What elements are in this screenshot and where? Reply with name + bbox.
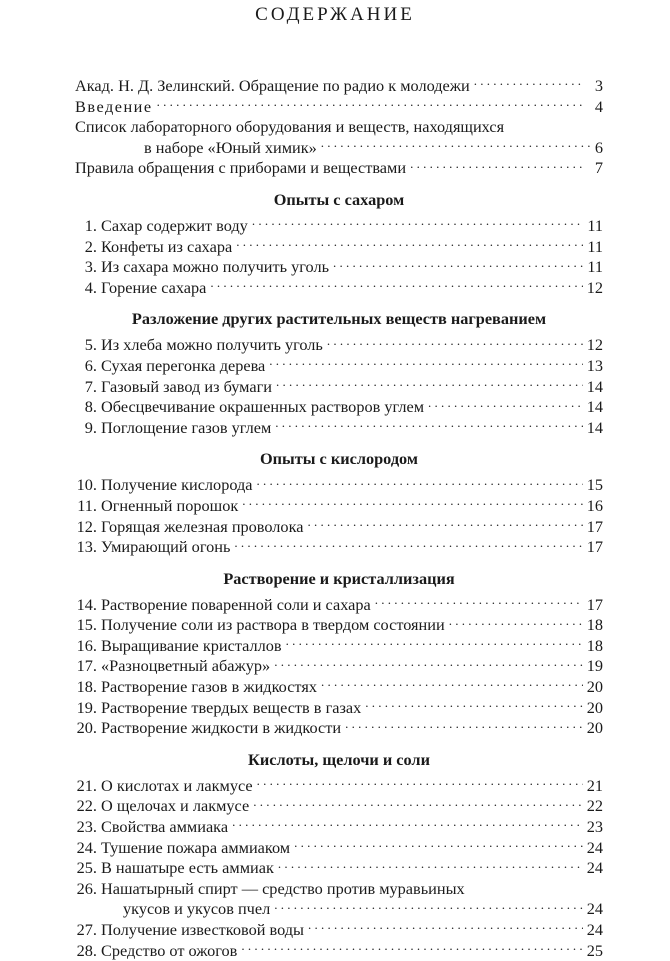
dot-leader <box>449 616 583 630</box>
dot-leader <box>375 596 583 610</box>
dot-leader <box>333 258 583 272</box>
entry-label: Из хлеба можно получить уголь <box>101 335 323 355</box>
section-heading: Кислоты, щелочи и соли <box>248 749 430 769</box>
entry-label: Получение кислорода <box>101 475 253 495</box>
entry-page: 6 <box>594 137 603 157</box>
entry-page: 13 <box>586 355 603 375</box>
toc-entry[interactable] <box>75 537 603 558</box>
entry-label: Свойства аммиака <box>101 817 229 837</box>
entry-label: Сахар содержит воду <box>101 215 248 235</box>
toc-entry[interactable] <box>75 595 603 616</box>
entry-page: 18 <box>586 615 603 635</box>
dot-leader <box>321 678 583 692</box>
entry-page: 11 <box>587 257 603 277</box>
entry-page: 22 <box>586 796 603 816</box>
dot-leader <box>327 336 583 350</box>
entry-number: 9. <box>84 417 97 437</box>
entry-label-line2: в наборе «Юный химик» <box>144 137 317 157</box>
dot-leader <box>308 921 583 935</box>
dot-leader <box>321 139 591 153</box>
entry-label: Конфеты из сахара <box>101 236 233 256</box>
toc-entry[interactable] <box>75 718 603 739</box>
entry-number: 17. <box>76 656 97 676</box>
toc-entry[interactable] <box>75 335 603 356</box>
dot-leader <box>345 719 583 733</box>
toc-entry[interactable] <box>75 920 603 941</box>
entry-label: О щелочах и лакмусе <box>101 796 250 816</box>
toc-entry[interactable] <box>75 237 603 258</box>
entry-page: 14 <box>586 376 603 396</box>
toc-entry-rules[interactable] <box>75 158 603 179</box>
toc-entry-intro[interactable] <box>75 97 603 118</box>
entry-number: 13. <box>76 537 97 557</box>
entry-label: Средство от ожогов <box>101 940 238 960</box>
section-heading: Опыты с кислородом <box>260 449 418 469</box>
entry-number: 15. <box>76 615 97 635</box>
entry-number: 26. <box>76 878 97 898</box>
toc-entry[interactable] <box>75 656 603 677</box>
entry-label: В нашатыре есть аммиак <box>101 858 274 878</box>
toc-entry[interactable] <box>75 879 603 920</box>
dot-leader <box>234 538 582 552</box>
entry-label: «Разноцветный абажур» <box>101 656 271 676</box>
entry-page: 11 <box>587 236 603 256</box>
entry-label: О кислотах и лакмусе <box>101 775 253 795</box>
dot-leader <box>474 77 585 91</box>
toc-entry[interactable] <box>75 817 603 838</box>
dot-leader <box>236 238 583 252</box>
entry-page: 15 <box>586 475 603 495</box>
toc-entry[interactable] <box>75 615 603 636</box>
entry-page: 24 <box>586 920 603 939</box>
entry-number: 14. <box>76 594 97 614</box>
dot-leader <box>410 159 585 173</box>
section-heading: Опыты с сахаром <box>273 189 405 209</box>
entry-page: 24 <box>586 899 603 919</box>
entry-label-line2: укусов и укусов пчел <box>123 899 271 919</box>
entry-page: 4 <box>594 96 603 116</box>
entry-label: Газовый завод из бумаги <box>101 376 272 396</box>
section-heading: Растворение и кристаллизация <box>223 568 455 588</box>
entry-page: 19 <box>586 656 603 676</box>
entry-number: 21. <box>76 775 97 795</box>
toc-entry[interactable] <box>75 356 603 377</box>
dot-leader <box>278 859 583 873</box>
entry-label: Растворение твердых веществ в газах <box>101 697 362 717</box>
entry-number: 18. <box>76 677 97 697</box>
entry-page: 23 <box>586 817 603 837</box>
dot-leader <box>210 279 582 293</box>
entry-number: 1. <box>84 215 97 235</box>
entry-number: 7. <box>84 376 97 396</box>
entry-number: 11. <box>77 495 97 515</box>
dot-leader <box>257 476 583 490</box>
toc-entry[interactable] <box>75 698 603 719</box>
entry-label: Огненный порошок <box>101 495 239 515</box>
dot-leader <box>257 777 583 791</box>
entry-number: 25. <box>76 858 97 878</box>
dot-leader <box>253 797 583 811</box>
toc-entry[interactable] <box>75 377 603 398</box>
toc-entry[interactable] <box>75 677 603 698</box>
entry-label: Тушение пожара аммиаком <box>101 837 291 857</box>
entry-page: 14 <box>586 417 603 437</box>
dot-leader <box>294 839 583 853</box>
table-of-contents <box>75 76 603 961</box>
dot-leader <box>365 699 582 713</box>
dot-leader <box>274 900 583 914</box>
entry-page: 18 <box>586 635 603 655</box>
entry-label: Поглощение газов углем <box>101 417 272 437</box>
dot-leader <box>252 217 583 231</box>
toc-entry[interactable] <box>75 941 603 961</box>
toc-entry[interactable] <box>75 496 603 517</box>
entry-number: 8. <box>84 397 97 417</box>
entry-page: 17 <box>586 594 603 614</box>
entry-label: Получение известковой воды <box>101 920 304 939</box>
entry-page: 24 <box>586 858 603 878</box>
entry-page: 25 <box>586 940 603 960</box>
entry-label: Получение соли из раствора в твердом состоянии <box>101 615 445 635</box>
toc-entry[interactable] <box>75 257 603 278</box>
entry-page: 3 <box>594 76 603 95</box>
entry-label: Правила обращения с приборами и веществами <box>75 158 407 178</box>
entry-page: 21 <box>586 775 603 795</box>
entry-label: Горящая железная проволока <box>101 516 304 536</box>
dot-leader <box>428 398 583 412</box>
toc-entry[interactable] <box>75 418 603 439</box>
entry-label: Введение <box>75 96 153 116</box>
entry-page: 17 <box>586 516 603 536</box>
entry-number: 28. <box>76 940 97 960</box>
entry-label: Акад. Н. Д. Зелинский. Обращение по радио к молодежи <box>75 76 470 95</box>
entry-page: 17 <box>586 537 603 557</box>
entry-number: 2. <box>84 236 97 256</box>
entry-label: Горение сахара <box>101 277 207 297</box>
entry-label: Сухая перегонка дерева <box>101 355 266 375</box>
entry-number: 22. <box>76 796 97 816</box>
entry-label: Растворение поваренной соли и сахара <box>101 594 371 614</box>
entry-label: Обесцвечивание окрашенных растворов углем <box>101 397 425 417</box>
entry-number: 19. <box>76 697 97 717</box>
entry-page: 16 <box>586 495 603 515</box>
entry-number: 24. <box>76 837 97 857</box>
entry-label: Умирающий огонь <box>101 537 231 557</box>
toc-entry[interactable] <box>75 796 603 817</box>
entry-number: 10. <box>76 475 97 495</box>
dot-leader <box>232 818 583 832</box>
entry-number: 16. <box>76 635 97 655</box>
entry-page: 12 <box>586 335 603 355</box>
dot-leader <box>275 419 582 433</box>
entry-number: 6. <box>84 355 97 375</box>
entry-label: Из сахара можно получить уголь <box>101 257 330 277</box>
entry-number: 5. <box>84 335 97 355</box>
entry-label-line1: Нашатырный спирт — средство против муравьиных <box>101 878 465 898</box>
entry-number: 12. <box>76 516 97 536</box>
dot-leader <box>241 942 582 956</box>
entry-number: 4. <box>84 277 97 297</box>
toc-entry-appeal[interactable] <box>75 76 603 97</box>
entry-page: 20 <box>586 697 603 717</box>
entry-number: 23. <box>76 817 97 837</box>
dot-leader <box>276 378 583 392</box>
dot-leader <box>307 518 582 532</box>
toc-entry[interactable] <box>75 278 603 299</box>
entry-page: 24 <box>586 837 603 857</box>
entry-page: 14 <box>586 397 603 417</box>
toc-entry[interactable] <box>75 517 603 538</box>
entry-page: 7 <box>594 158 603 178</box>
toc-entry[interactable] <box>75 858 603 879</box>
toc-entry[interactable] <box>75 838 603 859</box>
toc-entry-equipment[interactable] <box>75 117 603 158</box>
toc-entry[interactable] <box>75 216 603 237</box>
entry-label-line1: Список лабораторного оборудования и веществ, находящихся <box>75 117 505 137</box>
entry-number: 20. <box>76 718 97 738</box>
dot-leader <box>242 497 582 511</box>
toc-entry[interactable] <box>75 475 603 496</box>
entry-label: Растворение газов в жидкостях <box>101 677 317 697</box>
section-heading: Разложение других растительных веществ нагреванием <box>131 309 547 329</box>
toc-entry[interactable] <box>75 636 603 657</box>
entry-label: Растворение жидкости в жидкости <box>101 718 342 738</box>
toc-entry[interactable] <box>75 776 603 797</box>
dot-leader <box>286 637 583 651</box>
entry-page: 20 <box>586 718 603 738</box>
dot-leader <box>274 657 583 671</box>
dot-leader <box>269 357 582 371</box>
entry-label: Выращивание кристаллов <box>101 635 282 655</box>
entry-page: 20 <box>586 677 603 697</box>
entry-number: 27. <box>76 920 97 939</box>
dot-leader <box>157 98 585 112</box>
entry-number: 3. <box>84 257 97 277</box>
entry-page: 11 <box>587 215 603 235</box>
toc-entry[interactable] <box>75 397 603 418</box>
page-title: СОДЕРЖАНИЕ <box>255 4 415 25</box>
entry-page: 12 <box>586 277 603 297</box>
